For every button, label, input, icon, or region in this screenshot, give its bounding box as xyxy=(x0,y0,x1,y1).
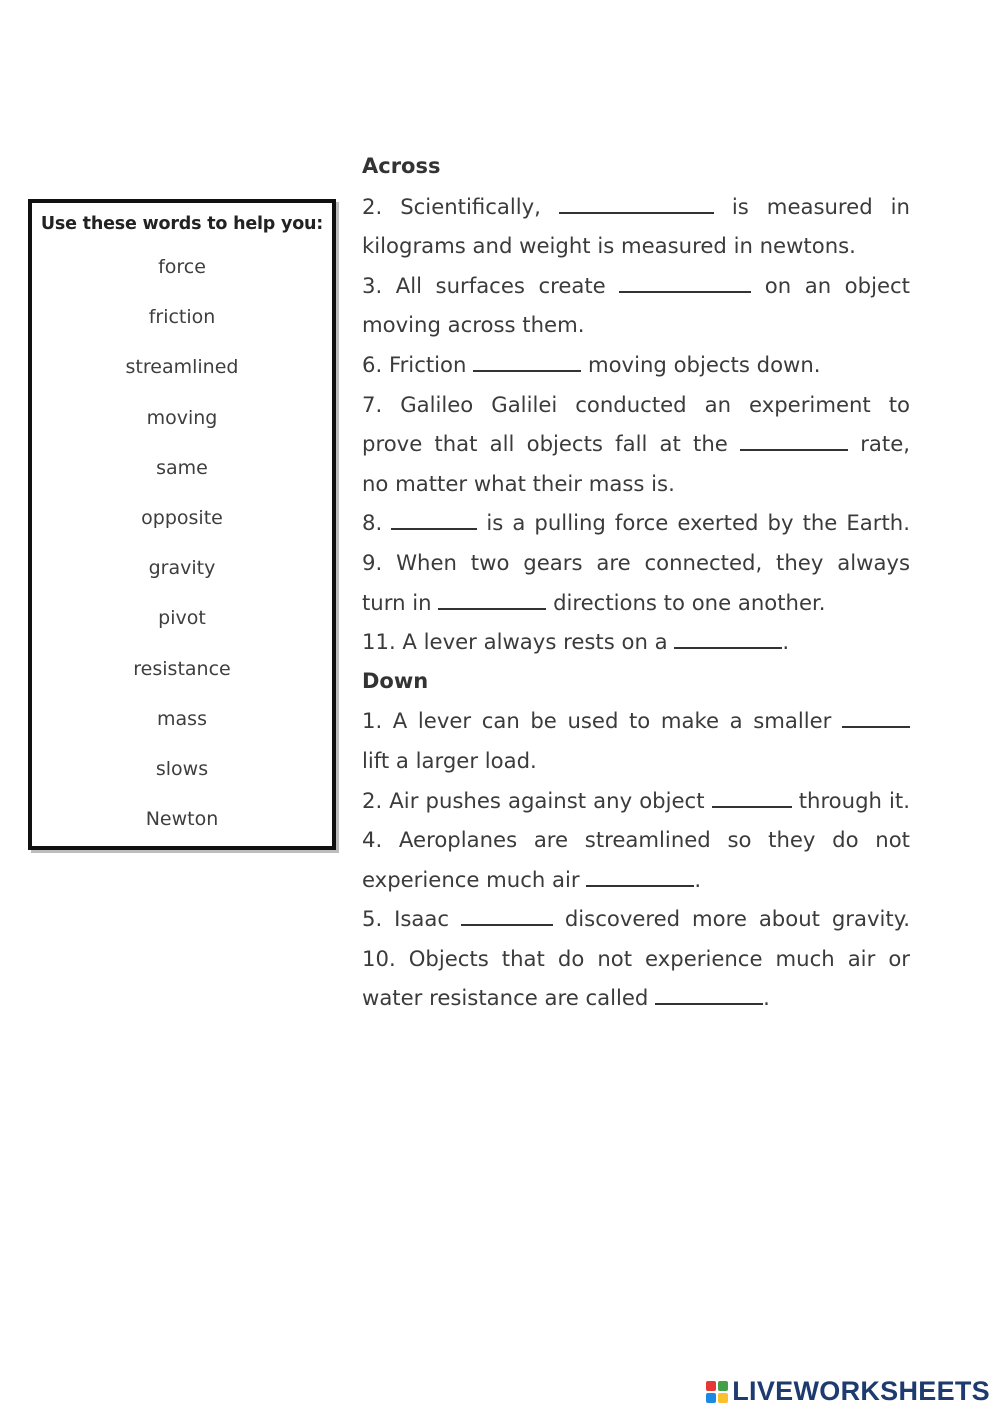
across-q6: 6. Friction moving objects down. xyxy=(362,351,821,377)
across-q7-line1: 7. Galileo Galilei conducted an experiment to xyxy=(362,391,910,417)
down-q5: 5. Isaac discovered more about gravity. xyxy=(362,906,910,932)
word-bank-item: Newton xyxy=(145,808,219,831)
answer-blank-across-9[interactable] xyxy=(438,607,546,610)
word-bank-item: force xyxy=(158,256,206,278)
liveworksheets-logo-icon xyxy=(706,1381,728,1403)
across-q2-line1: 2. Scientifically, is measured in xyxy=(362,193,910,219)
answer-blank-across-6[interactable] xyxy=(473,369,581,372)
word-bank-item: same xyxy=(156,456,208,479)
word-bank-list xyxy=(32,242,332,844)
down-q2: 2. Air pushes against any object through it. xyxy=(362,787,910,813)
word-bank-box xyxy=(28,199,336,850)
word-bank-title: Use these words to help you: xyxy=(40,214,324,234)
liveworksheets-brand xyxy=(706,1376,990,1407)
across-q2-line2: kilograms and weight is measured in newtons. xyxy=(362,233,856,259)
answer-blank-down-2[interactable] xyxy=(712,805,792,808)
word-bank-item: slows xyxy=(155,757,209,780)
word-bank-item: mass xyxy=(157,707,207,730)
word-bank-item: resistance xyxy=(133,657,231,680)
word-bank-item: moving xyxy=(146,406,218,429)
down-q10-line1: 10. Objects that do not experience much air or xyxy=(362,945,910,971)
down-q1-line1: 1. A lever can be used to make a smaller xyxy=(362,701,910,741)
down-q1-line2: lift a larger load. xyxy=(362,747,537,773)
down-q10-line2: water resistance are called . xyxy=(362,985,770,1011)
answer-blank-down-10[interactable] xyxy=(655,1002,763,1005)
across-q11: 11. A lever always rests on a . xyxy=(362,629,790,655)
across-q9-line1: 9. When two gears are connected, they always xyxy=(362,549,910,575)
across-q3-line1: 3. All surfaces create on an object xyxy=(362,272,910,298)
across-q7-line2: prove that all objects fall at the rate, xyxy=(362,431,910,457)
answer-blank-across-2[interactable] xyxy=(559,211,714,214)
answer-blank-down-1[interactable] xyxy=(842,725,910,728)
across-q7-line3: no matter what their mass is. xyxy=(362,470,675,496)
word-bank-item: friction xyxy=(148,306,216,329)
down-q4-line2: experience much air . xyxy=(362,866,702,892)
word-bank-item: gravity xyxy=(148,557,216,580)
word-bank-item: opposite xyxy=(141,506,223,529)
across-heading: Across xyxy=(362,154,441,178)
answer-blank-across-8[interactable] xyxy=(391,527,477,530)
down-heading: Down xyxy=(362,668,429,693)
answer-blank-down-5[interactable] xyxy=(461,923,553,926)
word-bank-item: streamlined xyxy=(125,356,239,379)
answer-blank-across-11[interactable] xyxy=(674,646,782,649)
clue-list xyxy=(362,147,910,1018)
brand-name: LIVEWORKSHEETS xyxy=(732,1376,990,1406)
across-q3-line2: moving across them. xyxy=(362,312,585,338)
across-q9-line2: turn in directions to one another. xyxy=(362,589,826,615)
across-q8: 8. is a pulling force exerted by the Earth. xyxy=(362,510,910,536)
word-bank-item: pivot xyxy=(158,607,206,630)
answer-blank-across-3[interactable] xyxy=(619,290,751,293)
answer-blank-across-7[interactable] xyxy=(740,448,848,451)
answer-blank-down-4[interactable] xyxy=(586,884,694,887)
down-q4-line1: 4. Aeroplanes are streamlined so they do not xyxy=(362,827,910,853)
